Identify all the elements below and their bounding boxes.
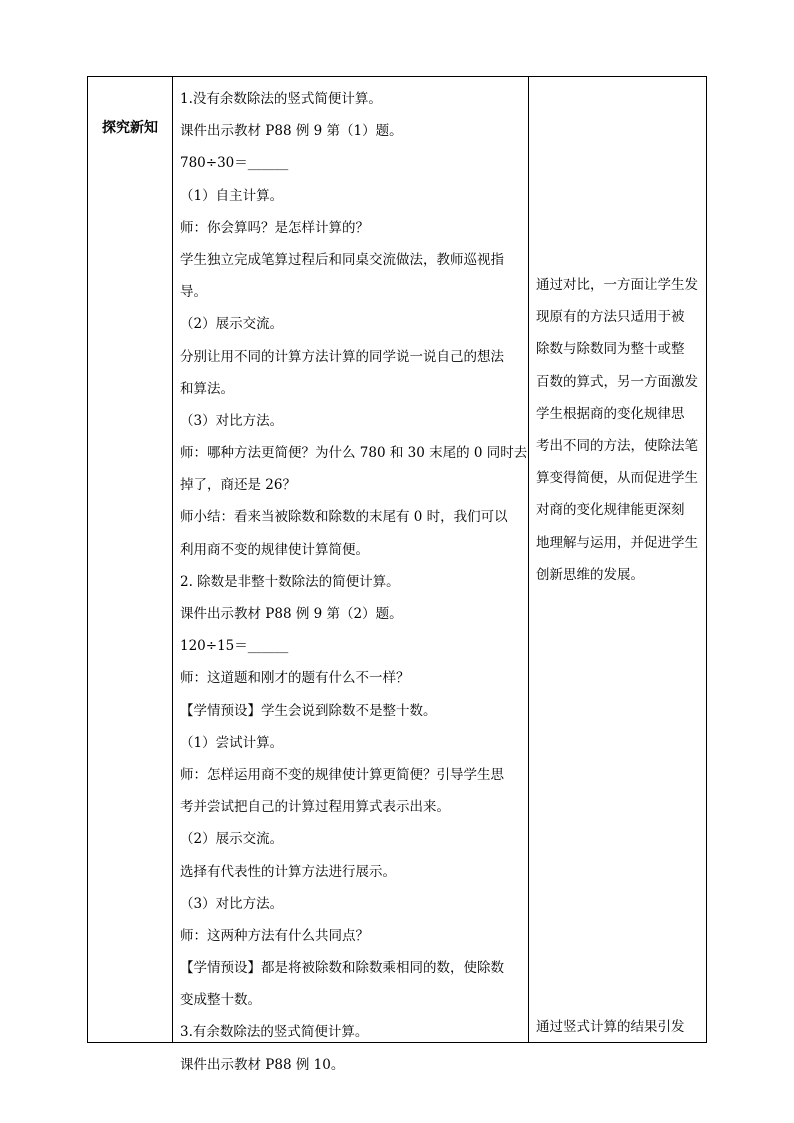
process-line: 课件出示教材 P88 例 9 第（2）题。 [180,606,403,622]
process-line: 120÷15＝______ [180,638,289,655]
process-line: 1.没有余数除法的竖式简便计算。 [180,91,382,107]
design-intent-line: 通过竖式计算的结果引发 [536,1019,685,1035]
process-line: 课件出示教材 P88 例 10。 [180,1056,345,1073]
process-line: （3）对比方法。 [180,412,284,429]
process-line: 分别让用不同的计算方法计算的同学说一说自己的想法 [180,348,504,365]
column-divider-left [172,77,173,1042]
design-intent-continuation [536,1011,704,1043]
process-line: 学生独立完成笔算过程后和同桌交流做法，教师巡视指 [180,251,504,268]
process-line: 师：怎样运用商不变的规律使计算更简便？引导学生思 [180,766,504,783]
process-line: 780÷30＝______ [180,155,289,172]
design-intent-line: 百数的算式，另一方面激发 [536,373,698,390]
process-line: 选择有代表性的计算方法进行展示。 [180,863,396,880]
design-intent-line: 除数与除数同为整十或整 [536,341,685,358]
process-line: （2）展示交流。 [180,316,284,333]
process-line: 师：哪种方法更简便？为什么 780 和 30 末尾的 0 同时去 [180,445,528,462]
design-intent-line: 对商的变化规律能更深刻 [536,502,685,519]
design-intent-line: 考出不同的方法，使除法笔 [536,437,698,454]
process-line: 【学情预设】都是将被除数和除数乘相同的数，使除数 [180,960,504,977]
design-intent-line: 学生根据商的变化规律思 [536,405,685,422]
process-line: 师：这两种方法有什么共同点？ [180,927,369,944]
process-line: （2）展示交流。 [180,831,284,848]
section-label: 探究新知 [102,120,158,136]
process-line: 利用商不变的规律使计算简便。 [180,541,369,558]
process-line: 3.有余数除法的竖式简便计算。 [180,1024,369,1041]
design-intent-line: 算变得简便，从而促进学生 [536,470,698,487]
process-line: （1）尝试计算。 [180,734,284,751]
process-line: 课件出示教材 P88 例 9 第（1）题。 [180,123,403,140]
teaching-process-column [180,83,528,1081]
column-divider-right [528,77,529,1042]
process-line: （1）自主计算。 [180,187,284,204]
process-line: 变成整十数。 [180,992,261,1009]
process-line: 师：你会算吗？是怎样计算的？ [180,219,369,236]
process-line: 掉了，商还是 26？ [180,477,296,494]
process-line: 导。 [180,284,207,301]
process-line: 【学情预设】学生会说到除数不是整十数。 [180,702,437,719]
process-line: 和算法。 [180,380,234,397]
design-intent-line: 地理解与运用，并促进学生 [536,534,698,551]
design-intent-line: 创新思维的发展。 [536,566,644,583]
design-intent-line: 现原有的方法只适用于被 [536,309,685,326]
process-line: （3）对比方法。 [180,895,284,912]
design-intent-line: 通过对比，一方面让学生发 [536,277,698,293]
lesson-table [87,76,707,1073]
process-line: 考并尝试把自己的计算过程用算式表示出来。 [180,799,450,816]
design-intent-column [536,269,704,591]
process-line: 师：这道题和刚才的题有什么不一样？ [180,670,410,687]
process-line: 2. 除数是非整十数除法的简便计算。 [180,573,400,590]
process-line: 师小结：看来当被除数和除数的末尾有 0 时，我们可以 [180,509,508,526]
